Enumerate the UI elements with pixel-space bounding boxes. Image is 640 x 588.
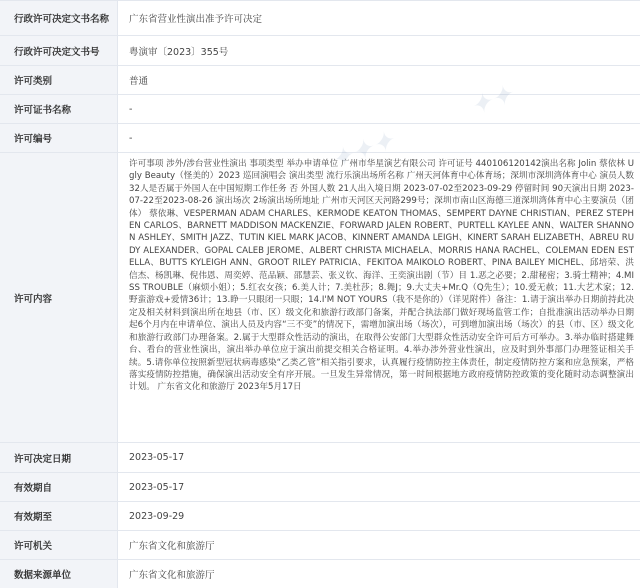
field-value: - (129, 103, 133, 115)
field-label: 许可证书名称 (0, 95, 118, 123)
field-label: 许可类别 (0, 66, 118, 94)
permit-content-text: 许可事项 涉外/涉台营业性演出 事项类型 举办申请单位 广州市华星演艺有限公司 许可证号 440106120142演出名称 Jolin 蔡依林 Ugly Beauty（怪美的）2023 巡回演唱会 演出类型 流行乐演出场所名称 广州天河体育中心体育场；深圳市深圳湾体育中心 演员人数 32人是否属于外国人在中国短期工作任务 否 外国人数 21人出入境日期 2023-07-02至2023-09-29 停留时间 90天演出日期 2023-07-22至2023-08-26 演出场次 2场演出场所地址 广州市天河区天河路299号；深圳市南山区海德三道深圳湾体育中心主要演员（团体） 蔡依琳、VESPERMAN ADAM CHARLES、KERMODE KEATON THOMAS、SEMPERT DAYNE CHRISTIAN、PEREZ STEPHEN CARLOS、BARNETT MADDISON MACKENZIE、FORWARD JALEN ROBERT、PURTELL KAYLEE ANN、WALTER SHANNON ASHLEY、SMITH JAZZ、TUTIN KIEL MARK JACOB、KINNERT AMANDA LEIGH、KINERT SARAH ELIZABETH、ABREU RUDY ALEXANDER、GOPAL CALEB JEROME、ALBERT CHRISTA MICHAELA、MORRIS HANA RACHEL、COLEMAN EDEN ESTELLA、BUTTS KYLEIGH ANN、GROOT RILEY PATRICIA、FEKITOA MAIKOLO ROBERT、PINA BAILEY MICHEL、邱培荣、洪信杰、杨凯琳、倪伟恩、周奕婷、范品颖、邵慧芸、张义钦、海洋、王奕演出剧（节）目 1.恶之必要；2.甜秘密；3.骑士精神；4.MISS TROUBLE（麻烦小姐）；5.红衣女孩；6.美人计；7.美杜莎；8.舞J；9.大丈夫+Mr.Q（Q先生）；10.爱无赦；11.大艺术家；12.野蛮游戏+爱情36计；13.睁一只眼闭一只眼；14.I'M NOT YOURS（我不是你的）（详见附件）备注：1.请于演出举办日期前持此决定及相关材料到演出所在地县（市、区）级文化和旅游行政部门备案，并配合执法部门做好现场监管工作；自批准演出活动举办日期起6个月内在申请单位、演出人员及内容“三不变”的情况下，需增加演出场（场次），可到增加演出场（场次）的县（市、区）级文化和旅游行政部门办理备案。2.属于大型群众性活动的演出，在取得公安部门大型群众性活动安全许可后方可举办。3.举办临时搭建舞台、看台的营业性演出，演出举办单位应于演出前提交相关合格证明。4.举办涉外营业性演出，应及时到外事部门办理签证相关手续。5.请你单位按照新型冠状病毒感染“乙类乙管”相关指引要求，认真履行疫情防控主体责任，制定疫情防控方案和应急预案，严格落实疫情防控措施，确保演出活动安全有序开展。一旦发生异常情况，第一时间根据地方政府疫情防控政策的变化随时动态调整演出计划。 广东省文化和旅游厅 2023年5月17日 (129, 159, 634, 393)
row-permit-category (0, 66, 640, 95)
field-label: 行政许可决定文书名称 (0, 1, 118, 35)
row-decision-doc-name (0, 1, 640, 36)
field-label: 许可内容 (0, 153, 118, 442)
watermark: ✦✦ (466, 79, 518, 123)
row-certificate-name (0, 95, 640, 124)
field-value: 2023-05-17 (129, 481, 185, 493)
field-label: 行政许可决定文书号 (0, 36, 118, 65)
field-value: 2023-09-29 (129, 510, 185, 522)
watermark: ✦✦✦ (326, 125, 399, 177)
row-decision-doc-number (0, 36, 640, 66)
field-value: 广东省文化和旅游厅 (129, 570, 215, 581)
field-value: 广东省文化和旅游厅 (129, 541, 215, 552)
field-value: - (129, 132, 133, 144)
row-valid-from (0, 473, 640, 502)
field-label: 许可机关 (0, 531, 118, 559)
field-value: 广东省营业性演出准予许可决定 (129, 14, 263, 25)
field-label: 数据来源单位 (0, 560, 118, 588)
field-value: 粤演审〔2023〕355号 (129, 46, 229, 58)
field-value: 普通 (129, 76, 149, 87)
row-valid-to (0, 502, 640, 531)
row-permit-content (0, 153, 640, 443)
field-label: 许可编号 (0, 124, 118, 152)
row-permit-authority (0, 531, 640, 560)
row-data-source (0, 560, 640, 588)
field-label: 有效期至 (0, 502, 118, 530)
field-label: 许可决定日期 (0, 443, 118, 472)
row-permit-number (0, 124, 640, 153)
field-value: 2023-05-17 (129, 452, 185, 463)
row-decision-date (0, 443, 640, 473)
field-label: 有效期自 (0, 473, 118, 501)
